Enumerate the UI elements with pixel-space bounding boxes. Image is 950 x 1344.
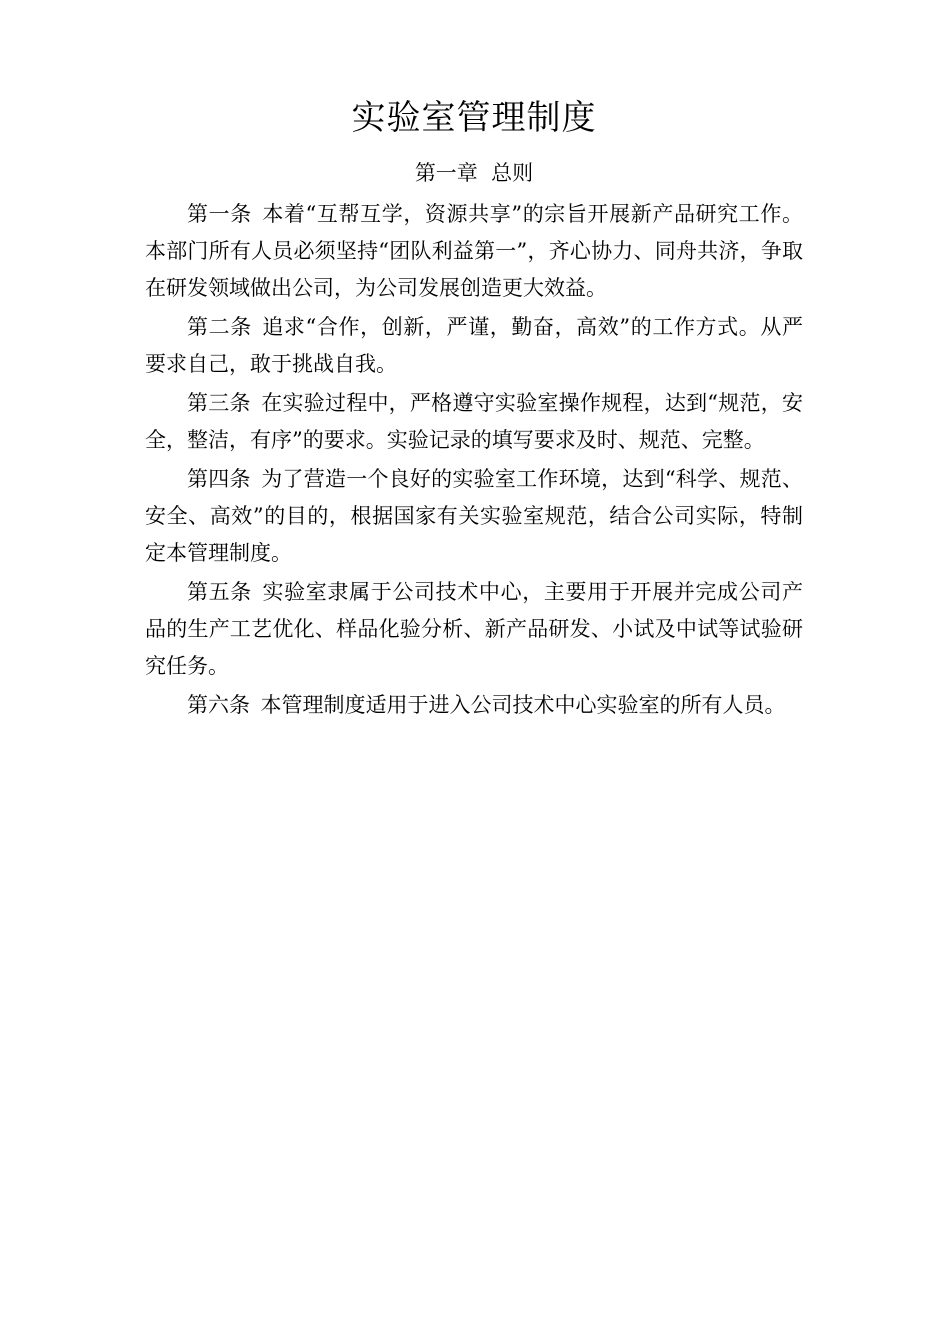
article-4 xyxy=(145,461,803,572)
chapter-heading: 第一章 总则 xyxy=(414,161,534,185)
article-2 xyxy=(145,309,803,383)
article-number: 第二条 xyxy=(187,315,252,339)
article-5 xyxy=(145,574,803,685)
article-text: 在实验过程中，严格遵守实验室操作规程，达到“规范，安全，整洁，有序”的要求。实验记录的填写要求及时、规范、完整。 xyxy=(145,391,804,452)
article-3 xyxy=(145,385,803,459)
article-text: 为了营造一个良好的实验室工作环境，达到“科学、规范、安全、高效”的目的，根据国家有关实验室规范，结合公司实际，特制定本管理制度。 xyxy=(145,467,804,565)
document-title: 实验室管理制度 xyxy=(351,98,597,138)
article-number: 第六条 xyxy=(187,693,250,717)
article-number: 第四条 xyxy=(187,467,251,491)
article-text: 本管理制度适用于进入公司技术中心实验室的所有人员。 xyxy=(260,693,786,717)
document-body xyxy=(145,92,803,726)
article-number: 第五条 xyxy=(187,580,252,604)
article-1 xyxy=(145,196,803,307)
article-text: 追求“合作，创新，严谨，勤奋，高效”的工作方式。从严要求自己，敢于挑战自我。 xyxy=(145,315,803,376)
article-6 xyxy=(145,687,803,724)
article-text: 本着“互帮互学，资源共享”的宗旨开展新产品研究工作。本部门所有人员必须坚持“团队利益第一”，齐心协力、同舟共济，争取在研发领域做出公司，为公司发展创造更大效益。 xyxy=(145,202,803,300)
article-number: 第三条 xyxy=(187,391,251,415)
article-text: 实验室隶属于公司技术中心，主要用于开展并完成公司产品的生产工艺优化、样品化验分析、新产品研发、小试及中试等试验研究任务。 xyxy=(145,580,804,678)
article-number: 第一条 xyxy=(187,202,252,226)
